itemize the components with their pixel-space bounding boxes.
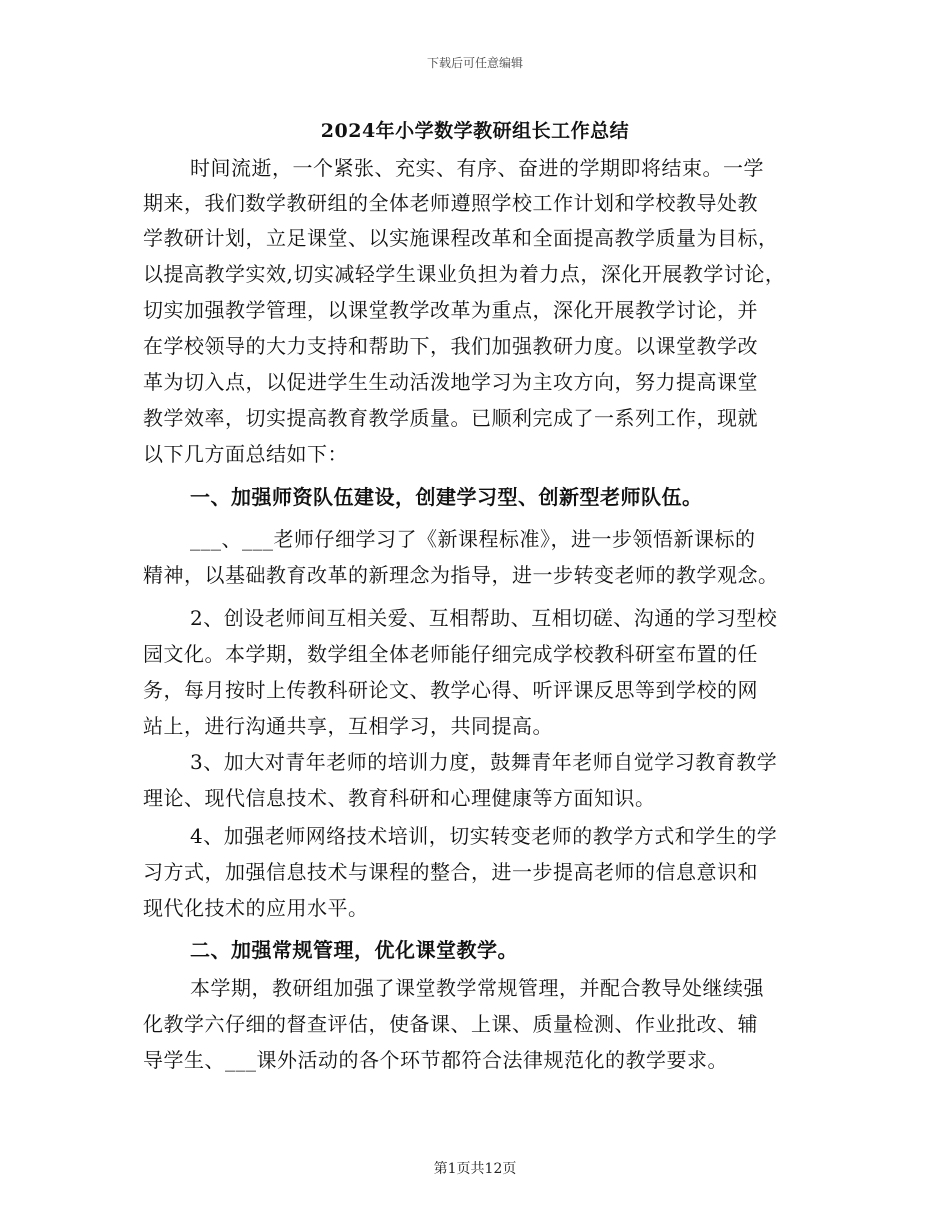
- body-line: 以提高教学实效,切实减轻学生课业负担为着力点，深化开展教学讨论，: [143, 262, 786, 286]
- body-line: 务，每月按时上传教科研论文、教学心得、听评课反思等到学校的网: [143, 678, 758, 702]
- page-title: 2024年小学数学教研组长工作总结: [320, 120, 630, 142]
- body-line: 时间流逝，一个紧张、充实、有序、奋进的学期即将结束。一学: [190, 156, 764, 180]
- body-line: 精神，以基础教育改革的新理念为指导，进一步转变老师的教学观念。: [143, 563, 779, 587]
- body-line: 期来，我们数学教研组的全体老师遵照学校工作计划和学校教导处教: [143, 191, 758, 215]
- body-line: 习方式，加强信息技术与课程的整合，进一步提高老师的信息意识和: [143, 860, 758, 884]
- body-line: 以下几方面总结如下：: [143, 442, 348, 466]
- body-line: 学教研计划，立足课堂、以实施课程改革和全面提高教学质量为目标，: [143, 226, 779, 250]
- body-line: 现代化技术的应用水平。: [143, 896, 369, 920]
- page-number: 第1页共12页: [433, 1161, 517, 1177]
- body-line: 化教学六仔细的督查评估，使备课、上课、质量检测、作业批改、辅: [143, 1012, 758, 1036]
- header-note: 下载后可任意编辑: [426, 56, 523, 70]
- body-line: 4、加强老师网络技术培训，切实转变老师的教学方式和学生的学: [190, 824, 778, 848]
- body-line: ___、___老师仔细学习了《新课程标准》，进一步领悟新课标的: [190, 527, 756, 551]
- body-line: 站上，进行沟通共享，互相学习，共同提高。: [143, 714, 553, 738]
- body-line: 革为切入点，以促进学生生动活泼地学习为主攻方向，努力提高课堂: [143, 370, 758, 394]
- body-line: 园文化。本学期，数学组全体老师能仔细完成学校教科研室布置的任: [143, 642, 758, 666]
- body-line: 本学期，教研组加强了课堂教学常规管理，并配合教导处继续强: [190, 976, 764, 1000]
- section-heading: 一、加强师资队伍建设，创建学习型、创新型老师队伍。: [190, 485, 703, 509]
- body-line: 导学生、___课外活动的各个环节都符合法律规范化的教学要求。: [143, 1048, 728, 1072]
- body-line: 在学校领导的大力支持和帮助下，我们加强教研力度。以课堂教学改: [143, 334, 758, 358]
- body-line: 切实加强教学管理，以课堂教学改革为重点，深化开展教学讨论，并: [143, 298, 758, 322]
- section-heading: 二、加强常规管理，优化课堂教学。: [190, 938, 518, 962]
- body-line: 理论、现代信息技术、教育科研和心理健康等方面知识。: [143, 786, 656, 810]
- body-line: 教学效率，切实提高教育教学质量。已顺利完成了一系列工作，现就: [143, 406, 758, 430]
- body-line: 2、创设老师间互相关爱、互相帮助、互相切磋、沟通的学习型校: [190, 606, 778, 630]
- body-line: 3、加大对青年老师的培训力度，鼓舞青年老师自觉学习教育教学: [190, 750, 778, 774]
